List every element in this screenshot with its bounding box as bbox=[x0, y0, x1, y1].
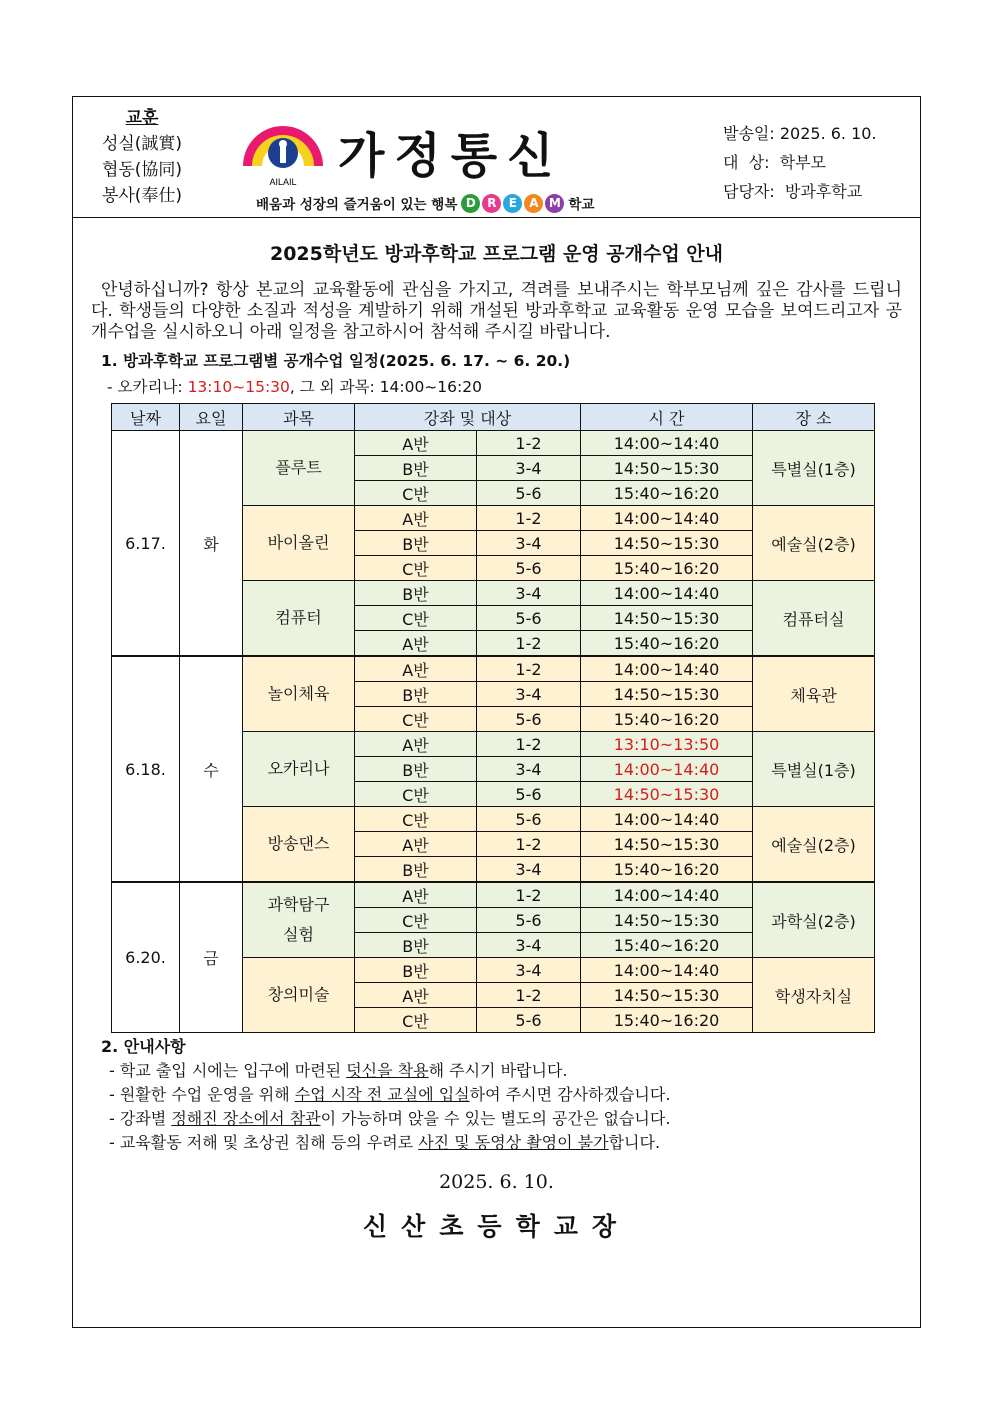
cell-time: 15:40~16:20 bbox=[581, 481, 753, 506]
cell-class: A반 bbox=[355, 631, 477, 657]
cell-time: 15:40~16:20 bbox=[581, 556, 753, 581]
document-title: 2025학년도 방과후학교 프로그램 운영 공개수업 안내 bbox=[269, 243, 724, 265]
cell-time: 14:00~14:40 bbox=[581, 506, 753, 531]
issue-footer-date: 2025. 6. 10. bbox=[439, 1171, 554, 1193]
cell-class: A반 bbox=[355, 732, 477, 757]
table-row bbox=[112, 656, 875, 682]
logo-text: AILAIL bbox=[269, 177, 297, 187]
cell-class: C반 bbox=[355, 481, 477, 506]
cell-class: C반 bbox=[355, 908, 477, 933]
table-row bbox=[112, 431, 875, 456]
guide-item bbox=[109, 1083, 920, 1107]
intro-paragraph: 안녕하십니까? 항상 본교의 교육활동에 관심을 가지고, 격려를 보내주시는 학부모님께 깊은 감사를 드립니다. 학생들의 다양한 소질과 적성을 계발하기 위해 개설된 방과후학교 교육활동 운영 모습을 보여드리고자 공개수업을 실시하오니 아래 일정을 참고하시어 참석해 주시길 바랍니다. bbox=[91, 280, 902, 342]
cell-subject: 바이올린 bbox=[243, 506, 355, 581]
guide-emphasis: 사진 및 동영상 촬영이 불가 bbox=[418, 1133, 609, 1152]
cell-grade: 3-4 bbox=[477, 682, 581, 707]
guide-item bbox=[109, 1107, 920, 1131]
cell-class: A반 bbox=[355, 431, 477, 456]
table-header-row bbox=[112, 404, 875, 431]
dream-badges bbox=[461, 194, 564, 213]
guide-item bbox=[109, 1059, 920, 1083]
cell-class: B반 bbox=[355, 531, 477, 556]
cell-grade: 5-6 bbox=[477, 606, 581, 631]
school-logo-icon bbox=[238, 111, 328, 191]
cell-grade: 5-6 bbox=[477, 481, 581, 506]
cell-date: 6.20. bbox=[112, 882, 180, 1033]
cell-time: 14:00~14:40 bbox=[581, 656, 753, 682]
cell-class: B반 bbox=[355, 456, 477, 481]
cell-weekday: 금 bbox=[180, 882, 243, 1033]
cell-grade: 3-4 bbox=[477, 857, 581, 883]
guide-text: - 교육활동 저해 및 초상권 침해 등의 우려로 bbox=[109, 1133, 419, 1152]
cell-grade: 1-2 bbox=[477, 983, 581, 1008]
cell-class: C반 bbox=[355, 1008, 477, 1033]
cell-class: B반 bbox=[355, 757, 477, 782]
header-place: 장 소 bbox=[753, 404, 875, 431]
cell-time: 15:40~16:20 bbox=[581, 933, 753, 958]
cell-time: 15:40~16:20 bbox=[581, 631, 753, 657]
cell-time: 14:50~15:30 bbox=[581, 983, 753, 1008]
guide-text: - 원활한 수업 운영을 위해 bbox=[109, 1085, 295, 1104]
motto-item: 성실(誠實) bbox=[101, 134, 183, 154]
cell-time: 15:40~16:20 bbox=[581, 707, 753, 732]
dream-letter: M bbox=[545, 194, 564, 213]
issue-date: 발송일: 2025. 6. 10. bbox=[723, 124, 877, 143]
header-time: 시 간 bbox=[581, 404, 753, 431]
cell-grade: 1-2 bbox=[477, 506, 581, 531]
cell-class: C반 bbox=[355, 707, 477, 732]
guide-text: 합니다. bbox=[608, 1133, 661, 1152]
cell-grade: 3-4 bbox=[477, 531, 581, 556]
school-motto bbox=[87, 105, 197, 209]
cell-grade: 1-2 bbox=[477, 882, 581, 908]
guide-text: 이 가능하며 앉을 수 있는 별도의 공간은 없습니다. bbox=[320, 1109, 671, 1128]
schedule-note bbox=[107, 375, 920, 397]
cell-time: 14:00~14:40 bbox=[581, 431, 753, 456]
guide-emphasis: 정해진 장소에서 참관 bbox=[171, 1109, 321, 1128]
cell-grade: 5-6 bbox=[477, 1008, 581, 1033]
guide-text: 하여 주시면 감사하겠습니다. bbox=[469, 1085, 671, 1104]
section1-heading: 1. 방과후학교 프로그램별 공개수업 일정(2025. 6. 17. ~ 6. 20.) bbox=[101, 352, 571, 370]
cell-place: 특별실(1층) bbox=[753, 431, 875, 506]
cell-place: 컴퓨터실 bbox=[753, 581, 875, 657]
cell-class: B반 bbox=[355, 682, 477, 707]
cell-weekday: 화 bbox=[180, 431, 243, 657]
cell-class: A반 bbox=[355, 983, 477, 1008]
cell-class: B반 bbox=[355, 581, 477, 606]
cell-place: 특별실(1층) bbox=[753, 732, 875, 807]
cell-time: 14:50~15:30 bbox=[581, 782, 753, 807]
cell-grade: 1-2 bbox=[477, 732, 581, 757]
note-red-time: 13:10~15:30 bbox=[187, 378, 290, 396]
cell-class: C반 bbox=[355, 807, 477, 832]
header-subject: 과목 bbox=[243, 404, 355, 431]
cell-time: 14:50~15:30 bbox=[581, 682, 753, 707]
cell-class: B반 bbox=[355, 933, 477, 958]
cell-subject: 플루트 bbox=[243, 431, 355, 506]
cell-class: C반 bbox=[355, 556, 477, 581]
schedule-table bbox=[111, 403, 875, 1033]
header-weekday: 요일 bbox=[180, 404, 243, 431]
cell-time: 14:00~14:40 bbox=[581, 958, 753, 983]
cell-grade: 3-4 bbox=[477, 456, 581, 481]
cell-grade: 5-6 bbox=[477, 807, 581, 832]
cell-grade: 3-4 bbox=[477, 757, 581, 782]
slogan-suffix: 학교 bbox=[568, 197, 595, 213]
cell-grade: 1-2 bbox=[477, 431, 581, 456]
cell-grade: 1-2 bbox=[477, 656, 581, 682]
signer: 신산초등학교장 bbox=[362, 1212, 631, 1241]
cell-class: B반 bbox=[355, 857, 477, 883]
cell-subject: 창의미술 bbox=[243, 958, 355, 1033]
cell-grade: 1-2 bbox=[477, 832, 581, 857]
cell-time: 14:50~15:30 bbox=[581, 908, 753, 933]
dream-letter: D bbox=[461, 194, 480, 213]
cell-time: 14:00~14:40 bbox=[581, 581, 753, 606]
cell-subject: 과학탐구 실험 bbox=[243, 882, 355, 958]
manager: 담당자: 방과후학교 bbox=[723, 182, 863, 201]
cell-place: 과학실(2층) bbox=[753, 882, 875, 958]
cell-class: A반 bbox=[355, 832, 477, 857]
cell-class: C반 bbox=[355, 606, 477, 631]
note-suffix: , 그 외 과목: 14:00~16:20 bbox=[289, 378, 482, 396]
letterhead bbox=[73, 97, 920, 218]
cell-time: 14:50~15:30 bbox=[581, 531, 753, 556]
cell-subject: 컴퓨터 bbox=[243, 581, 355, 657]
guide-text: - 강좌별 bbox=[109, 1109, 172, 1128]
cell-weekday: 수 bbox=[180, 656, 243, 882]
motto-item: 봉사(奉仕) bbox=[101, 186, 183, 206]
cell-place: 학생자치실 bbox=[753, 958, 875, 1033]
cell-grade: 3-4 bbox=[477, 933, 581, 958]
cell-date: 6.17. bbox=[112, 431, 180, 657]
motto-item: 협동(協同) bbox=[101, 160, 183, 180]
cell-class: B반 bbox=[355, 958, 477, 983]
slogan-prefix: 배움과 성장의 즐거움이 있는 행복 bbox=[256, 197, 458, 213]
dream-letter: R bbox=[482, 194, 501, 213]
cell-grade: 5-6 bbox=[477, 908, 581, 933]
header-class: 강좌 및 대상 bbox=[355, 404, 581, 431]
cell-time: 14:00~14:40 bbox=[581, 757, 753, 782]
cell-grade: 5-6 bbox=[477, 707, 581, 732]
cell-grade: 3-4 bbox=[477, 958, 581, 983]
cell-place: 체육관 bbox=[753, 656, 875, 732]
document-frame bbox=[72, 96, 921, 1328]
guide-section bbox=[101, 1035, 920, 1155]
cell-time: 15:40~16:20 bbox=[581, 1008, 753, 1033]
issue-info bbox=[723, 119, 877, 206]
cell-time: 14:00~14:40 bbox=[581, 882, 753, 908]
cell-grade: 1-2 bbox=[477, 631, 581, 657]
cell-grade: 3-4 bbox=[477, 581, 581, 606]
guide-text: - 학교 출입 시에는 입구에 마련된 bbox=[109, 1061, 347, 1080]
cell-time: 14:50~15:30 bbox=[581, 832, 753, 857]
header-date: 날짜 bbox=[112, 404, 180, 431]
table-row bbox=[112, 882, 875, 908]
cell-time: 14:50~15:30 bbox=[581, 606, 753, 631]
cell-class: A반 bbox=[355, 656, 477, 682]
cell-date: 6.18. bbox=[112, 656, 180, 882]
slogan bbox=[256, 193, 594, 213]
document-body bbox=[73, 219, 920, 1243]
guide-emphasis: 덧신을 착용 bbox=[346, 1061, 429, 1080]
guide-text: 해 주시기 바랍니다. bbox=[428, 1061, 568, 1080]
cell-class: A반 bbox=[355, 882, 477, 908]
cell-class: C반 bbox=[355, 782, 477, 807]
cell-time: 14:50~15:30 bbox=[581, 456, 753, 481]
cell-place: 예술실(2층) bbox=[753, 506, 875, 581]
guide-emphasis: 수업 시작 전 교실에 입실 bbox=[294, 1085, 470, 1104]
cell-subject: 방송댄스 bbox=[243, 807, 355, 883]
cell-grade: 5-6 bbox=[477, 556, 581, 581]
cell-time: 14:00~14:40 bbox=[581, 807, 753, 832]
cell-class: A반 bbox=[355, 506, 477, 531]
dream-letter: E bbox=[503, 194, 522, 213]
motto-title: 교훈 bbox=[125, 108, 159, 128]
cell-subject: 오카리나 bbox=[243, 732, 355, 807]
target: 대 상: 학부모 bbox=[723, 153, 827, 172]
guide-item bbox=[109, 1131, 920, 1155]
cell-time: 15:40~16:20 bbox=[581, 857, 753, 883]
newsletter-title: 가정통신 bbox=[338, 128, 564, 184]
note-prefix: - 오카리나: bbox=[107, 378, 188, 396]
cell-time: 13:10~13:50 bbox=[581, 732, 753, 757]
cell-place: 예술실(2층) bbox=[753, 807, 875, 883]
section2-heading: 2. 안내사항 bbox=[101, 1037, 186, 1056]
cell-grade: 5-6 bbox=[477, 782, 581, 807]
dream-letter: A bbox=[524, 194, 543, 213]
cell-subject: 놀이체육 bbox=[243, 656, 355, 732]
